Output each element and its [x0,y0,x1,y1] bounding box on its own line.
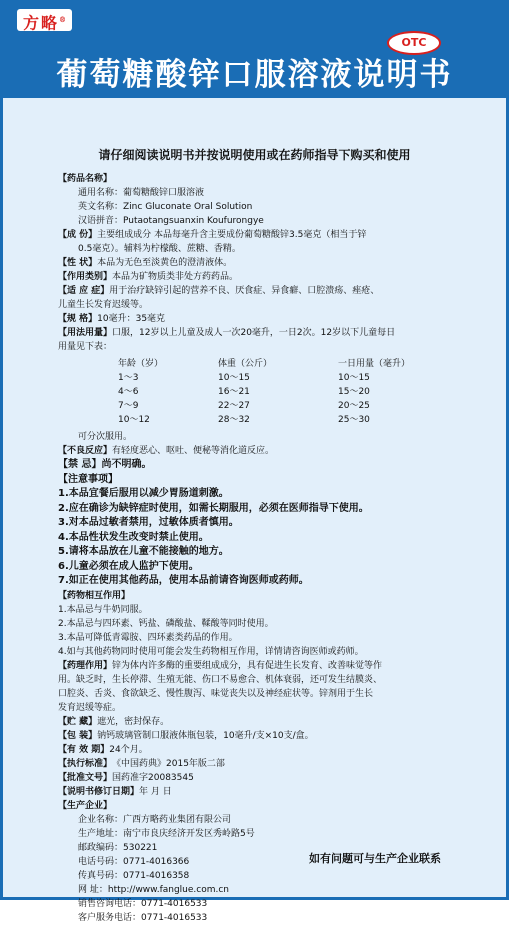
section-indication: 【适 应 症】 用于治疗缺锌引起的营养不良、厌食症、异食癖、口腔溃疡、痤疮、 [58,286,380,296]
section-appearance: 【性 状】 本品为无色至淡黄色的澄清液体。 [58,258,233,268]
section-standard: 【执行标准】 《中国药典》2015年版二部 [58,758,225,769]
interaction-item: 1.本品忌与牛奶同服。 [58,604,148,615]
section-spec: 【规 格】 10毫升：35毫克 [58,314,166,324]
caution-item: 1.本品宜餐后服用以减少胃肠道刺激。 [58,488,229,499]
section-contraindication: 【禁 忌】 尚不明确。 [58,459,152,470]
composition-cont: 0.5毫克）。辅料为柠檬酸、蔗糖、香精。 [78,244,241,254]
dose-table [118,357,448,427]
section-interactions: 【药物相互作用】 [58,590,131,601]
interaction-item: 3.本品可降低青霉胺、四环素类药品的作用。 [58,632,238,643]
manufacturer-row: 客户服务电话： 0771-4016533 [78,912,208,923]
section-composition: 【成 份】 主要组成成分 本品每毫升含主要成份葡萄糖酸锌3.5毫克（相当于锌 [58,230,367,240]
usage-notice: 请仔细阅读说明书并按说明使用或在药师指导下购买和使用 [98,148,411,162]
section-manufacturer: 【生产企业】 [58,800,113,811]
contact-footer: 如有问题可与生产企业联系 [309,852,441,865]
table-row: 10～12 28～32 25～30 [118,415,370,425]
table-row: 1～3 10～15 10～15 [118,373,370,383]
usage-cont: 用量见下表： [58,342,113,352]
pharmacology-cont: 用。缺乏时，生长停滞、生殖无能、伤口不易愈合、机体衰弱，还可发生结膜炎、 [58,674,383,685]
pharmacology-cont: 口腔炎、舌炎、食欲缺乏、慢性腹泻、味觉丧失以及神经症状等。锌剂用于生长 [58,688,374,699]
caution-item: 5.请将本品放在儿童不能接触的地方。 [58,546,229,557]
section-usage: 【用法用量】 口服，12岁以上儿童及成人一次20毫升，一日2次。12岁以下儿童每日 [58,328,396,338]
caution-item: 7.如正在使用其他药品，使用本品前请咨询医师或药师。 [58,575,309,586]
table-row: 4～6 16～21 15～20 [118,387,370,397]
manufacturer-row: 销售咨询电话： 0771-4016533 [78,898,208,909]
caution-item: 3.对本品过敏者禁用，过敏体质者慎用。 [58,517,239,528]
manufacturer-row: 网 址： http://www.fanglue.com.cn [78,884,230,895]
caution-item: 4.本品性状发生改变时禁止使用。 [58,531,209,543]
section-adverse: 【不良反应】 有轻度恶心、呕吐、便秘等消化道反应。 [58,446,275,456]
general-name-row: 通用名称： 葡萄糖酸锌口服溶液 [78,188,205,198]
section-package: 【包 装】 钠钙玻璃管制口服液体瓶包装，10毫升/支×10支/盒。 [58,730,314,741]
section-storage: 【贮 藏】 遮光，密封保存。 [58,716,170,727]
interaction-item: 2.本品忌与四环素、钙盐、磷酸盐、鞣酸等同时使用。 [58,618,274,629]
section-drug-name: 【药品名称】 [58,174,113,184]
pinyin-name-row: 汉语拼音： Putaotangsuanxin Koufurongye [78,216,264,226]
section-pharmacology: 【药理作用】 锌为体内许多酶的重要组成成分，具有促进生长发育、改善味觉等作 [58,660,383,671]
table-row: 7～9 22～27 20～25 [118,401,370,411]
manufacturer-row: 邮政编码： 530221 [78,842,158,853]
interaction-item: 4.如与其他药物同时使用可能会发生药物相互作用，详情请咨询医师或药师。 [58,646,364,657]
english-name-row: 英文名称： Zinc Gluconate Oral Solution [78,202,253,212]
brand-logo: 方略® [17,9,72,31]
indication-cont: 儿童生长发育迟缓等。 [58,300,149,310]
section-cautions: 【注意事项】 [58,473,118,485]
usage-note: 可分次服用。 [78,432,133,442]
manufacturer-row: 企业名称： 广西方略药业集团有限公司 [78,814,232,825]
manufacturer-row: 传真号码： 0771-4016358 [78,870,190,881]
manufacturer-row: 生产地址： 南宁市良庆经济开发区秀岭路5号 [78,828,255,839]
section-validity: 【有 效 期】 24个月。 [58,744,148,755]
section-category: 【作用类别】 本品为矿物质类非处方药药品。 [58,272,239,282]
otc-badge: OTC [387,31,441,55]
caution-item: 2.应在确诊为缺锌症时使用，如需长期服用，必须在医师指导下使用。 [58,502,369,514]
leaflet-body [58,172,468,925]
caution-item: 6.儿童必须在成人监护下使用。 [58,560,199,572]
dose-table-header: 年龄（岁） 体重（公斤） 一日用量（毫升） [118,359,411,369]
pharmacology-cont: 发育迟缓等症。 [58,702,122,713]
section-revision-date: 【说明书修订日期】 年 月 日 [58,786,172,797]
manufacturer-row: 电话号码： 0771-4016366 [78,856,190,867]
section-approval: 【批准文号】 国药准字20083545 [58,772,194,783]
header-band [3,3,506,98]
page-title: 葡萄糖酸锌口服溶液说明书 [56,57,453,93]
